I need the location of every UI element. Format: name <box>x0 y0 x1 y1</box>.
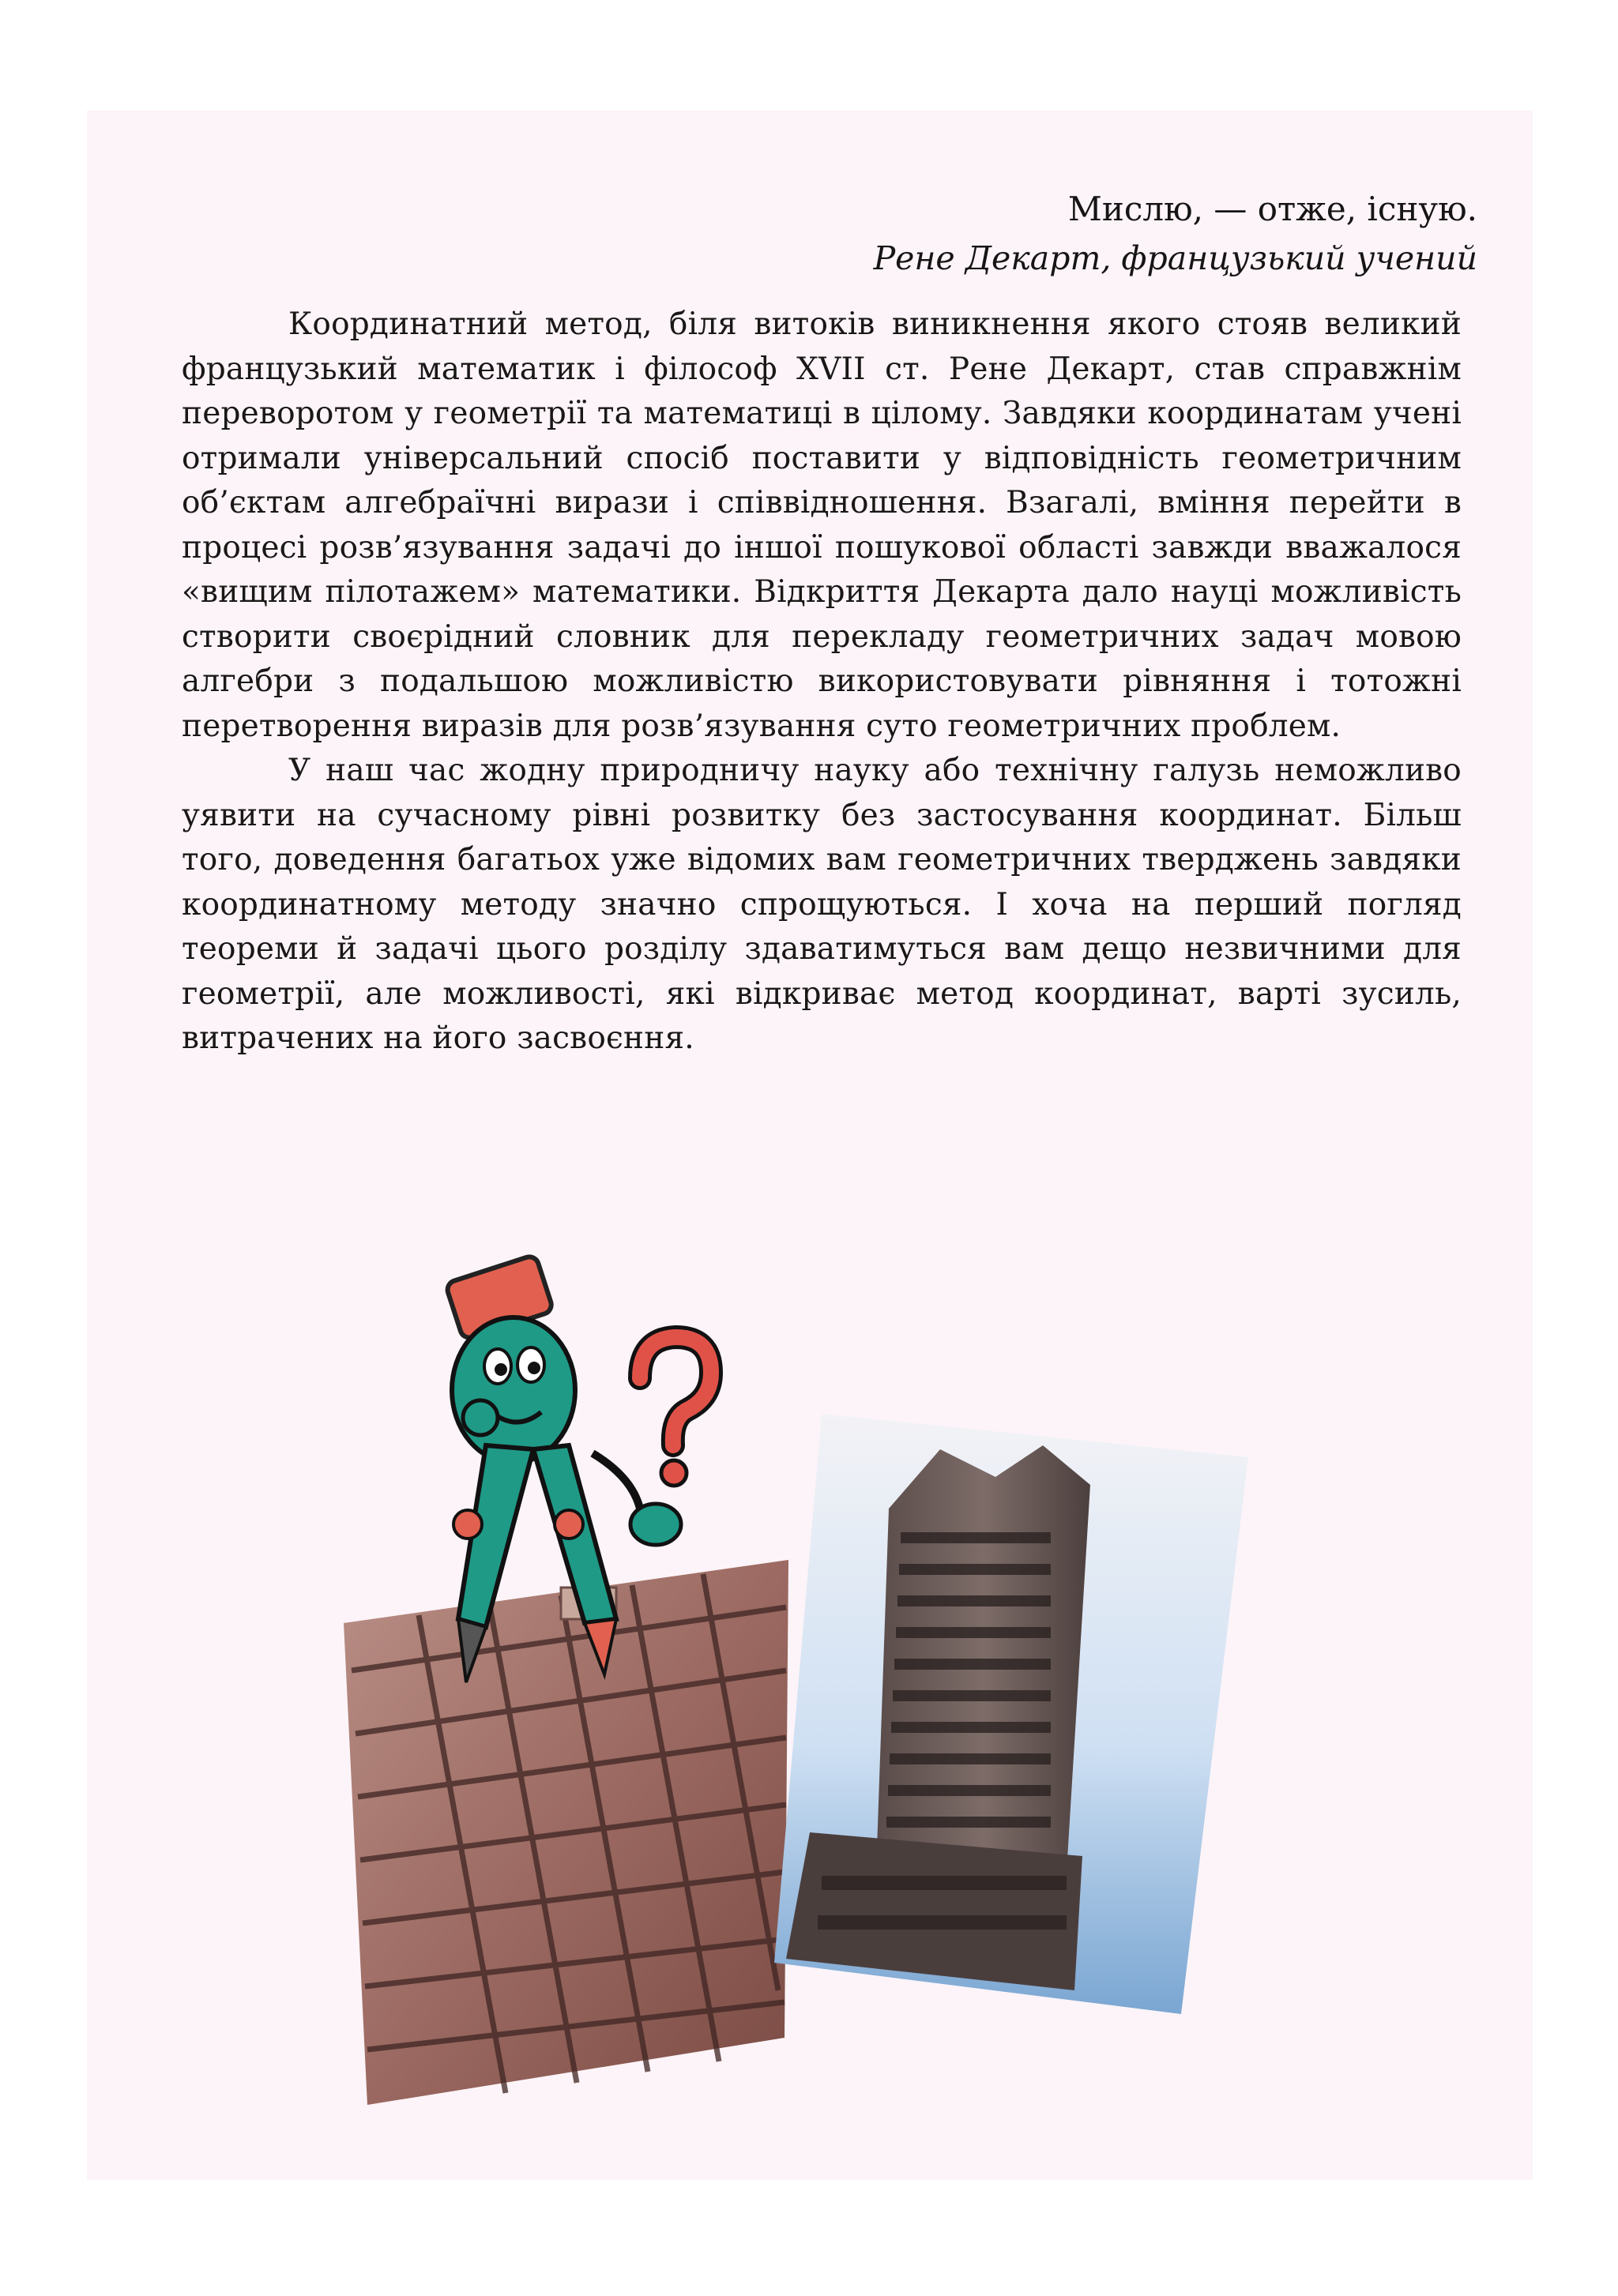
apartment-building-photo <box>774 1414 1248 2014</box>
textbook-page <box>87 111 1533 2180</box>
chapter-illustration <box>87 111 1533 2180</box>
paragraph-modern-use: У наш час жодну природничу науку або технічну галузь неможливо уявити на сучасному рівні розвитку без застосування координат. Більш того, доведення багатьох уже відомих вам геометричних тверджень завдяки координатному методу значно спрощуються. І хоча на перший погляд теореми й задачі цього розділу здаватимуться вам дещо незвичними для геометрії, але можливості, які відкриває метод координат, варті зусиль, витрачених на його засвоєння. <box>182 753 1462 1056</box>
question-mark-icon <box>640 1337 711 1486</box>
tiled-floor-photo <box>344 1560 788 2105</box>
paragraph-coordinate-method: Координатний метод, біля витоків виникнення якого стояв великий французький математик і філософ XVII ст. Рене Декарт, став справжнім переворотом у геометрії та математиці в цілому. Завдяки координатам учені отримали універсальний спосіб поставити у відповідність геометричним об’єктам алгебраїчні вирази і співвідношення. Взагалі, вміння перейти в процесі розв’язування задачі до іншої пошукової області завжди вважалося «вищим пілотажем» математики. Відкриття Декарта дало науці можливість створити своєрідний словник для перекладу геометричних задач мовою алгебри з подальшою можливістю використовувати рівняння і тотожні перетворення виразів для розв’язування суто геометричних проблем. <box>182 306 1462 744</box>
epigraph-author: Рене Декарт, французький учений <box>873 239 1477 277</box>
epigraph-quote: Мислю, — отже, існую. <box>1067 190 1477 228</box>
